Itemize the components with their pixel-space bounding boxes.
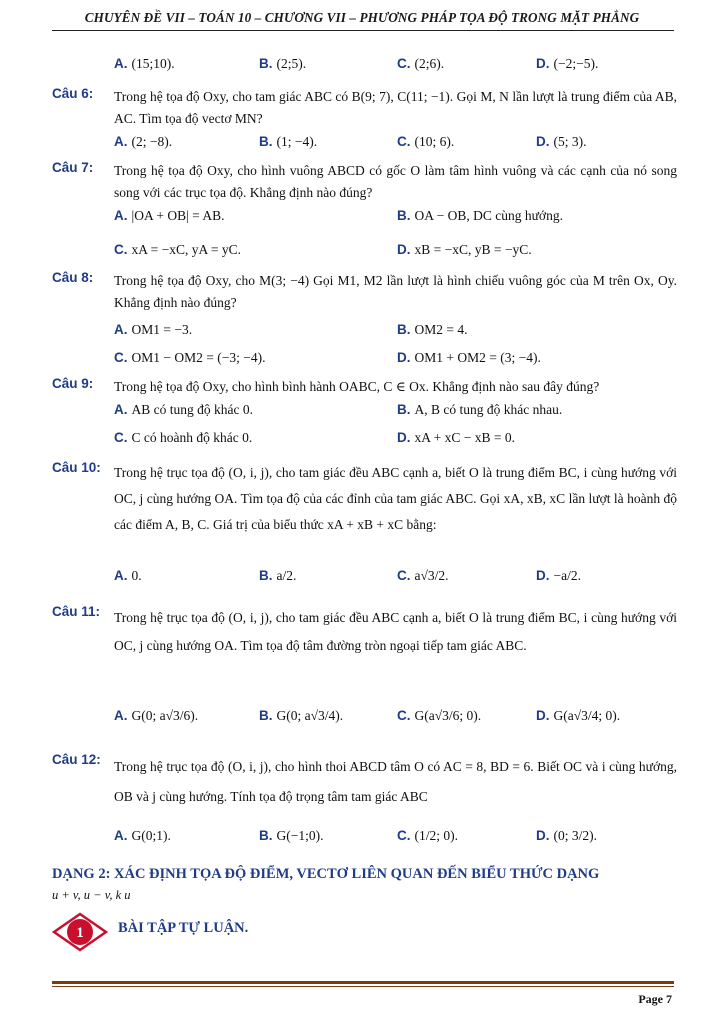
q6-option-c: C. (10; 6). <box>397 134 455 149</box>
question-text: Trong hệ tọa độ Oxy, cho hình vuông ABCD có gốc O làm tâm hình vuông và các cạnh của nó song song với các trục tọa độ. Khẳng định nào đúng? <box>114 163 677 200</box>
q11-option-d: D. G(a√3/4; 0). <box>536 708 621 723</box>
question-text: Trong hệ trục tọa độ (O, i, j), cho tam giác đều ABC cạnh a, biết O là trung điểm BC, i cùng hướng với OC, j cùng hướng OA. Tìm tọa độ tâm đường tròn ngoại tiếp tam giác ABC. <box>114 610 677 653</box>
question-label: Câu 6: <box>52 86 94 101</box>
question-text: Trong hệ tọa độ Oxy, cho tam giác ABC có B(9; 7), C(11; −1). Gọi M, N lần lượt là trung điểm của AB, AC. Tìm tọa độ vectơ MN? <box>114 89 677 126</box>
q10-option-a: A. 0. <box>114 568 142 583</box>
q5-option-b: B. (2;5). <box>259 56 307 71</box>
page-header: CHUYÊN ĐỀ VII – TOÁN 10 – CHƯƠNG VII – PHƯƠNG PHÁP TỌA ĐỘ TRONG MẶT PHẲNG <box>84 10 640 25</box>
header-rule <box>52 30 674 31</box>
question-text: Trong hệ trục tọa độ (O, i, j), cho hình thoi ABCD tâm O có AC = 8, BD = 6. Biết OC và i cùng hướng, OB và j cùng hướng. Tính tọa độ trọng tâm tam giác ABC <box>114 759 677 804</box>
question-text: Trong hệ trục tọa độ (O, i, j), cho tam giác đều ABC cạnh a, biết O là trung điểm BC, i cùng hướng với OC, j cùng hướng OA. Tìm tọa độ của các đỉnh của tam giác ABC. Gọi xA, xB, xC lần lượt là hoành độ các điểm A, B, C. Giá trị của biểu thức xA + xB + xC bằng: <box>114 465 677 532</box>
q5-option-d: D. (−2;−5). <box>536 56 599 71</box>
q9-option-c: C. C có hoành độ khác 0. <box>114 430 253 445</box>
q9-option-d: D. xA + xC − xB = 0. <box>397 430 515 445</box>
q10-option-c: C. a√3/2. <box>397 568 449 583</box>
page-number: Page 7 <box>638 992 672 1006</box>
q10-option-b: B. a/2. <box>259 568 297 583</box>
q10-option-d: D. −a/2. <box>536 568 581 583</box>
q12-option-b: B. G(−1;0). <box>259 828 324 843</box>
q12-option-d: D. (0; 3/2). <box>536 828 597 843</box>
q8-option-c: C. OM1 − OM2 = (−3; −4). <box>114 350 266 365</box>
question-label: Câu 8: <box>52 270 94 285</box>
q9-option-a: A. AB có tung độ khác 0. <box>114 402 253 417</box>
q5-option-c: C. (2;6). <box>397 56 445 71</box>
q11-option-c: C. G(a√3/6; 0). <box>397 708 482 723</box>
footer-rule <box>52 981 674 984</box>
question-label: Câu 11: <box>52 604 101 619</box>
q7-option-c: C. xA = −xC, yA = yC. <box>114 242 241 257</box>
section-title: DẠNG 2: XÁC ĐỊNH TỌA ĐỘ ĐIỂM, VECTƠ LIÊN QUAN ĐẾN BIỂU THỨC DẠNG <box>52 866 600 882</box>
badge-number: 1 <box>76 925 84 941</box>
question-text: Trong hệ tọa độ Oxy, cho M(3; −4) Gọi M1, M2 lần lượt là hình chiếu vuông góc của M trên Ox, Oy. Khẳng định nào đúng? <box>114 273 677 310</box>
question-label: Câu 7: <box>52 160 94 175</box>
q11-option-a: A. G(0; a√3/6). <box>114 708 199 723</box>
question-label: Câu 12: <box>52 752 101 767</box>
footer-rule-thin <box>52 986 674 987</box>
q11-option-b: B. G(0; a√3/4). <box>259 708 344 723</box>
question-label: Câu 10: <box>52 460 101 475</box>
section-subtitle: u + v, u − v, k u <box>52 888 131 902</box>
q7-option-d: D. xB = −xC, yB = −yC. <box>397 242 532 257</box>
q6-option-b: B. (1; −4). <box>259 134 318 149</box>
q9-option-b: B. A, B có tung độ khác nhau. <box>397 402 563 417</box>
q7-option-b: B. OA − OB, DC cùng hướng. <box>397 208 563 223</box>
question-text: Trong hệ tọa độ Oxy, cho hình bình hành OABC, C ∈ Ox. Khẳng định nào sau đây đúng? <box>114 379 600 394</box>
q12-option-c: C. (1/2; 0). <box>397 828 458 843</box>
q12-option-a: A. G(0;1). <box>114 828 171 843</box>
question-label: Câu 9: <box>52 376 94 391</box>
q7-option-a: A. |OA + OB| = AB. <box>114 208 225 223</box>
q8-option-a: A. OM1 = −3. <box>114 322 193 337</box>
q5-option-a: A. (15;10). <box>114 56 175 71</box>
q8-option-b: B. OM2 = 4. <box>397 322 468 337</box>
badge-title: BÀI TẬP TỰ LUẬN. <box>118 920 249 936</box>
diamond-badge-icon <box>52 912 108 952</box>
q8-option-d: D. OM1 + OM2 = (3; −4). <box>397 350 541 365</box>
q6-option-d: D. (5; 3). <box>536 134 587 149</box>
q6-option-a: A. (2; −8). <box>114 134 173 149</box>
